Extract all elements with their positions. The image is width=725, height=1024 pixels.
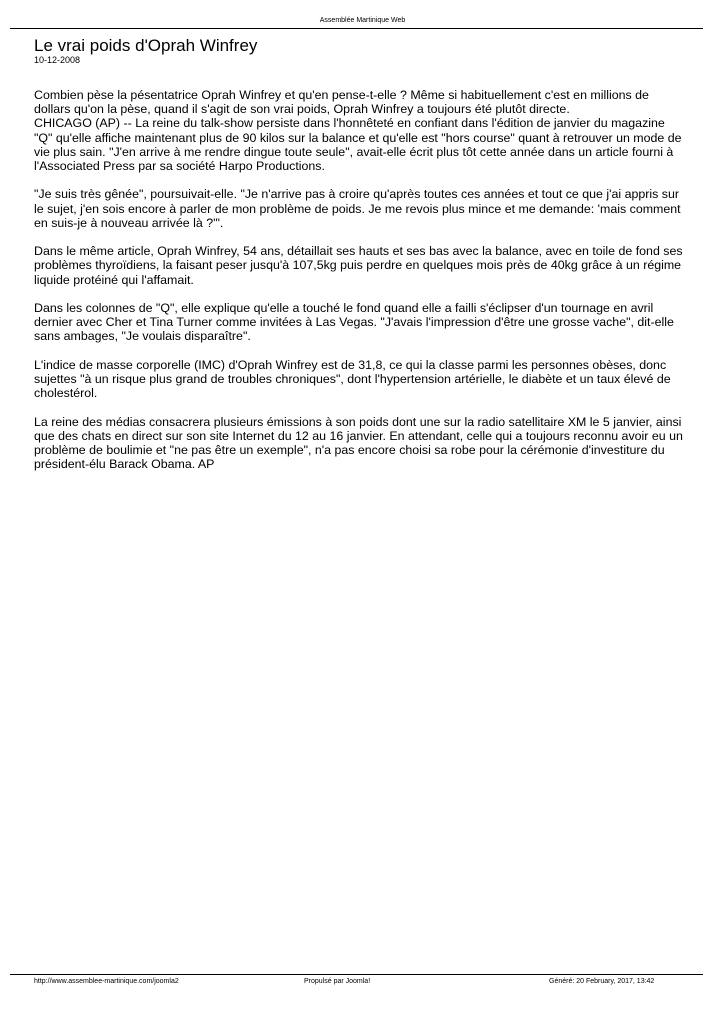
site-name: Assemblée Martinique Web bbox=[319, 17, 406, 24]
article-paragraph: Dans les colonnes de "Q", elle explique qu'elle a touché le fond quand elle a failli s'éclipser d'un tournage en avril dernier avec Cher et Tina Turner comme invitées à Las Vegas. "J'avais l'impression d'être une grosse vache", dit-elle sans ambages, "Je voulais disparaître". bbox=[34, 301, 674, 344]
footer-powered-by: Propulsé par Joomla! bbox=[304, 978, 371, 985]
footer-generated-date: Généré: 20 February, 2017, 13:42 bbox=[549, 978, 655, 985]
article-paragraph: La reine des médias consacrera plusieurs émissions à son poids dont une sur la radio satellitaire XM le 5 janvier, ainsi que des chats en direct sur son site Internet du 12 au 16 janvier. En attendant, celle qui a toujours reconnu avoir eu un problème de boulimie et "ne pas être un exemple", n'a pas encore choisi sa robe pour la cérémonie d'investiture du président-élu Barack Obama. AP bbox=[34, 414, 683, 472]
article-paragraph: Dans le même article, Oprah Winfrey, 54 ans, détaillait ses hauts et ses bas avec la balance, avec en toile de fond ses problèmes thyroïdiens, la faisant peser jusqu'à 107,5kg puis perdre en quelques mois près de 40kg grâce à un régime liquide protéiné qui l'affamait. bbox=[34, 244, 683, 287]
footer-url: http://www.assemblee-martinique.com/joomla2 bbox=[34, 978, 179, 985]
article-date: 10-12-2008 bbox=[34, 55, 81, 65]
footer-divider bbox=[10, 974, 703, 975]
article-title: Le vrai poids d'Oprah Winfrey bbox=[34, 36, 258, 55]
article-paragraph: L'indice de masse corporelle (IMC) d'Oprah Winfrey est de 31,8, ce qui la classe parmi les personnes obèses, donc sujettes "à un risque plus grand de troubles chroniques", dont l'hypertension artérielle, le diabète et un taux élevé de cholestérol. bbox=[34, 357, 671, 401]
article-body bbox=[34, 88, 684, 486]
article-paragraph: Combien pèse la pésentatrice Oprah Winfrey et qu'en pense-t-elle ? Même si habituellement c'est en millions de dollars qu'on la pèse, quand il s'agit de son vrai poids, Oprah Winfrey a toujours été plutôt directe. CHICAGO (AP) -- La reine du talk-show persiste dans l'honnêteté en confiant dans l'édition de janvier du magazine "Q" qu'elle affiche maintenant plus de 90 kilos sur la balance et qu'elle est "hors course" quant à retrouver un mode de vie plus sain. "J'en arrive à me rendre dingue toute seule", avait-elle écrit plus tôt cette année dans un article fourni à l'Associated Press par sa société Harpo Productions. bbox=[34, 88, 682, 174]
page-footer bbox=[0, 977, 725, 987]
header-divider bbox=[10, 28, 703, 29]
article-paragraph: "Je suis très gênée", poursuivait-elle. "Je n'arrive pas à croire qu'après toutes ces années et tout ce que j'ai appris sur le sujet, j'en sois encore à parler de mon problème de poids. Je me revois plus mince et me demande: 'mais comment en suis-je à nouveau arrivée là ?'". bbox=[34, 187, 681, 230]
